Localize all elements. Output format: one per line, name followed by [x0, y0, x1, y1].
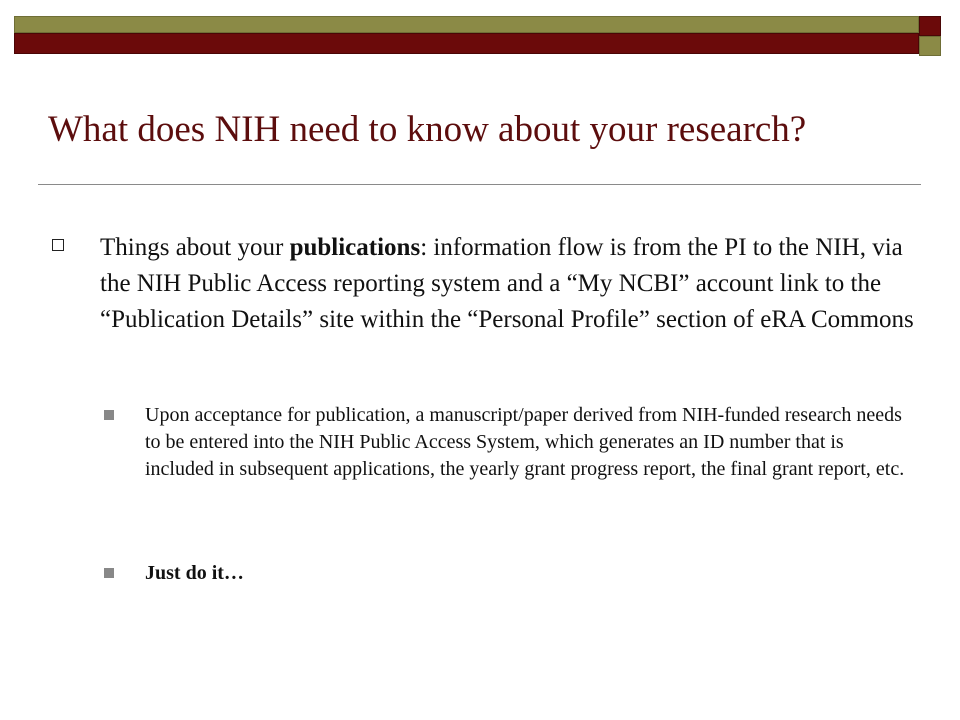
sub-bullet-text: Just do it…	[145, 562, 244, 584]
main-bullet-bold-keyword: publications	[289, 234, 421, 261]
title-divider	[38, 184, 921, 185]
header-maroon-square	[919, 16, 941, 36]
sub-bullet-text: Upon acceptance for publication, a manuscript/paper derived from NIH-funded research needs to be entered into the NIH Public Access System, which generates an ID number that is included in subsequent applications, the yearly grant progress report, the final grant report, etc.	[145, 404, 905, 480]
filled-square-bullet-icon	[104, 568, 114, 578]
header-olive-strip	[14, 16, 919, 33]
header-olive-square	[919, 36, 941, 56]
header-maroon-strip	[14, 33, 919, 54]
hollow-square-bullet-icon	[52, 239, 64, 251]
slide-title: What does NIH need to know about your research?	[48, 109, 807, 150]
main-bullet-text	[100, 230, 920, 338]
main-bullet-text-before: Things about your	[100, 234, 290, 261]
main-bullet-text-after: : information flow is from the PI to the NIH, via the NIH Public Access reporting system and a “My NCBI” account link to the “Publication Details” site within the “Personal Profile” section of eRA Commons	[100, 234, 914, 333]
filled-square-bullet-icon	[104, 410, 114, 420]
